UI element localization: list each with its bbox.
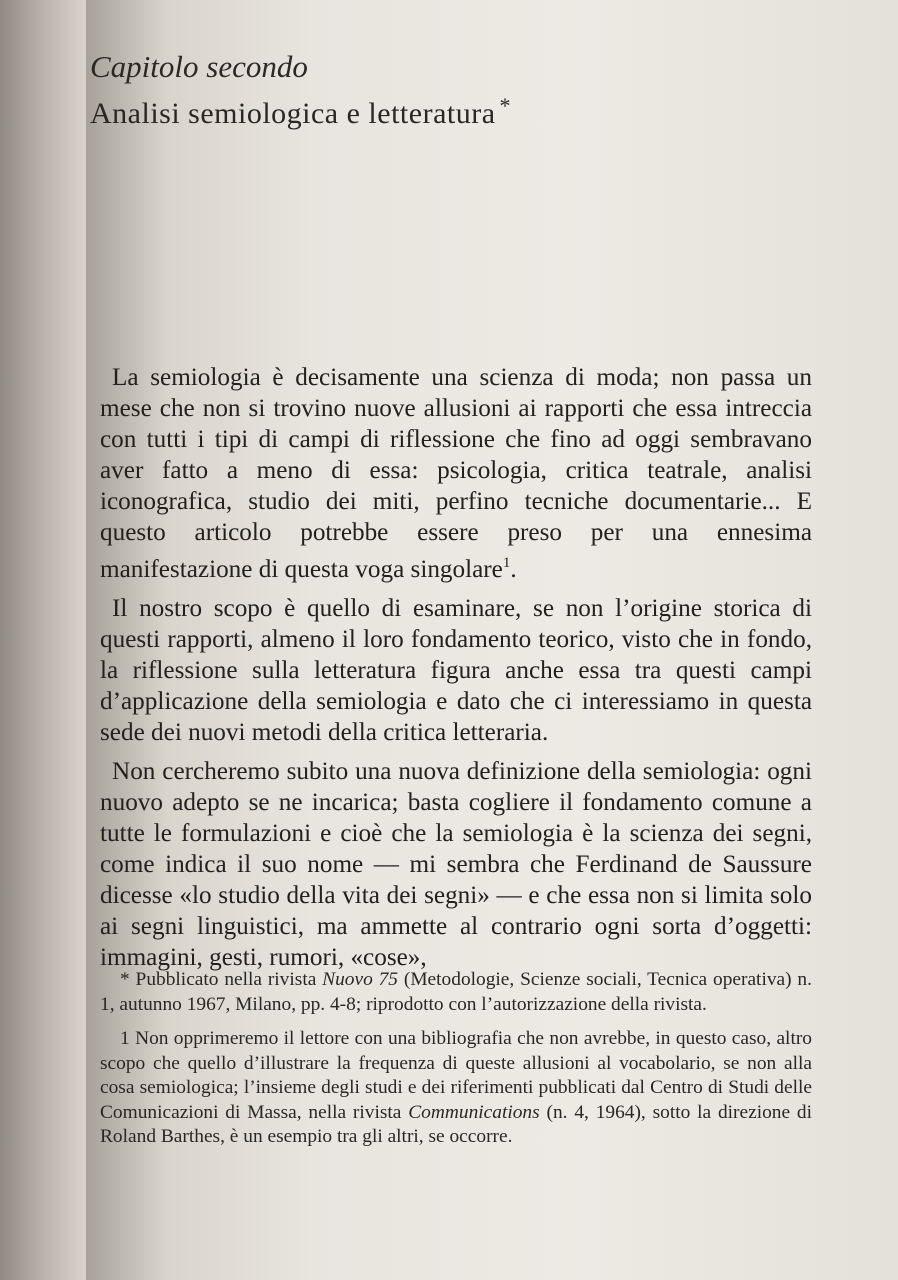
title-footnote-marker: * [499, 93, 512, 118]
book-page [86, 0, 898, 1280]
footnote-ref-1: 1 [502, 555, 511, 571]
footnote-star-text: Pubblicato nella rivista [135, 969, 317, 990]
footnote-1-text: Non opprimeremo il lettore con una bibliografia che non avrebbe, in questo caso, altro scopo che quello d’illustrare la frequenza di queste allusioni al vocabolario, se non alla cosa semiologica; l’insieme degli studi e dei riferimenti pubblicati dal Centro di Studi delle Comunicazioni di Massa, nella rivista [100, 1028, 812, 1123]
paragraph-2-text: Il nostro scopo è quello di esaminare, se non l’origine storica di questi rapporti, almeno il loro fondamento teorico, visto che in fondo, la riflessione sulla letteratura figura anche essa tra questi campi d’applicazione della semiologia e dato che ci interessiamo in questa sede dei nuovi metodi della critica letteraria. [100, 595, 812, 746]
paragraph-3-text: Non cercheremo subito una nuova definizione della semiologia: ogni nuovo adepto se ne incarica; basta cogliere il fondamento comune a tutte le formulazioni e cioè che la semiologia è la scienza dei segni, come indica il suo nome — mi sembra che Ferdinand de Saussure dicesse «lo studio della vita dei segni» — e che essa non si limita solo ai segni linguistici, ma ammette al contrario ogni sorta d’oggetti: immagini, gesti, rumori, «cose», [100, 758, 812, 971]
footnote-1 [100, 1027, 812, 1150]
paragraph-1-end: . [510, 556, 517, 583]
chapter-title-text: Analisi semiologica e letteratura [90, 97, 496, 130]
paragraph-1-text: La semiologia è decisamente una scienza di moda; non passa un mese che non si trovino nuove allusioni ai rapporti che essa intreccia con tutti i tipi di campi di riflessione che fino ad oggi sembravano aver fatto a meno di essa: psicologia, critica teatrale, analisi iconografica, studio dei miti, perfino tecniche documentarie... E questo articolo potrebbe essere preso per una ennesima manifestazione di questa voga singolare [100, 364, 812, 583]
paragraph [100, 756, 812, 973]
footnotes [100, 968, 812, 1160]
journal-title: Nuovo 75 [322, 969, 399, 990]
paragraph [100, 593, 812, 748]
book-gutter [0, 0, 86, 1280]
footnote-star [100, 968, 812, 1017]
paragraph [100, 362, 812, 585]
footnote-1-text-end: (n. 4, 1964), sotto la direzione di Roland Barthes, è un esempio tra gli altri, se occorre. [100, 1101, 812, 1147]
footnote-1-marker: 1 [120, 1028, 130, 1049]
journal-title: Communications [408, 1101, 540, 1123]
chapter-title [90, 86, 511, 134]
main-text [100, 362, 812, 981]
footnote-star-marker: * [120, 969, 130, 990]
chapter-label: Capitolo secondo [90, 49, 308, 84]
footnote-star-text-end: (Metodologie, Scienze sociali, Tecnica operativa) n. 1, autunno 1967, Milano, pp. 4-8; riprodotto con l’autorizzazione della rivista. [100, 969, 812, 1015]
chapter-heading [90, 48, 511, 134]
